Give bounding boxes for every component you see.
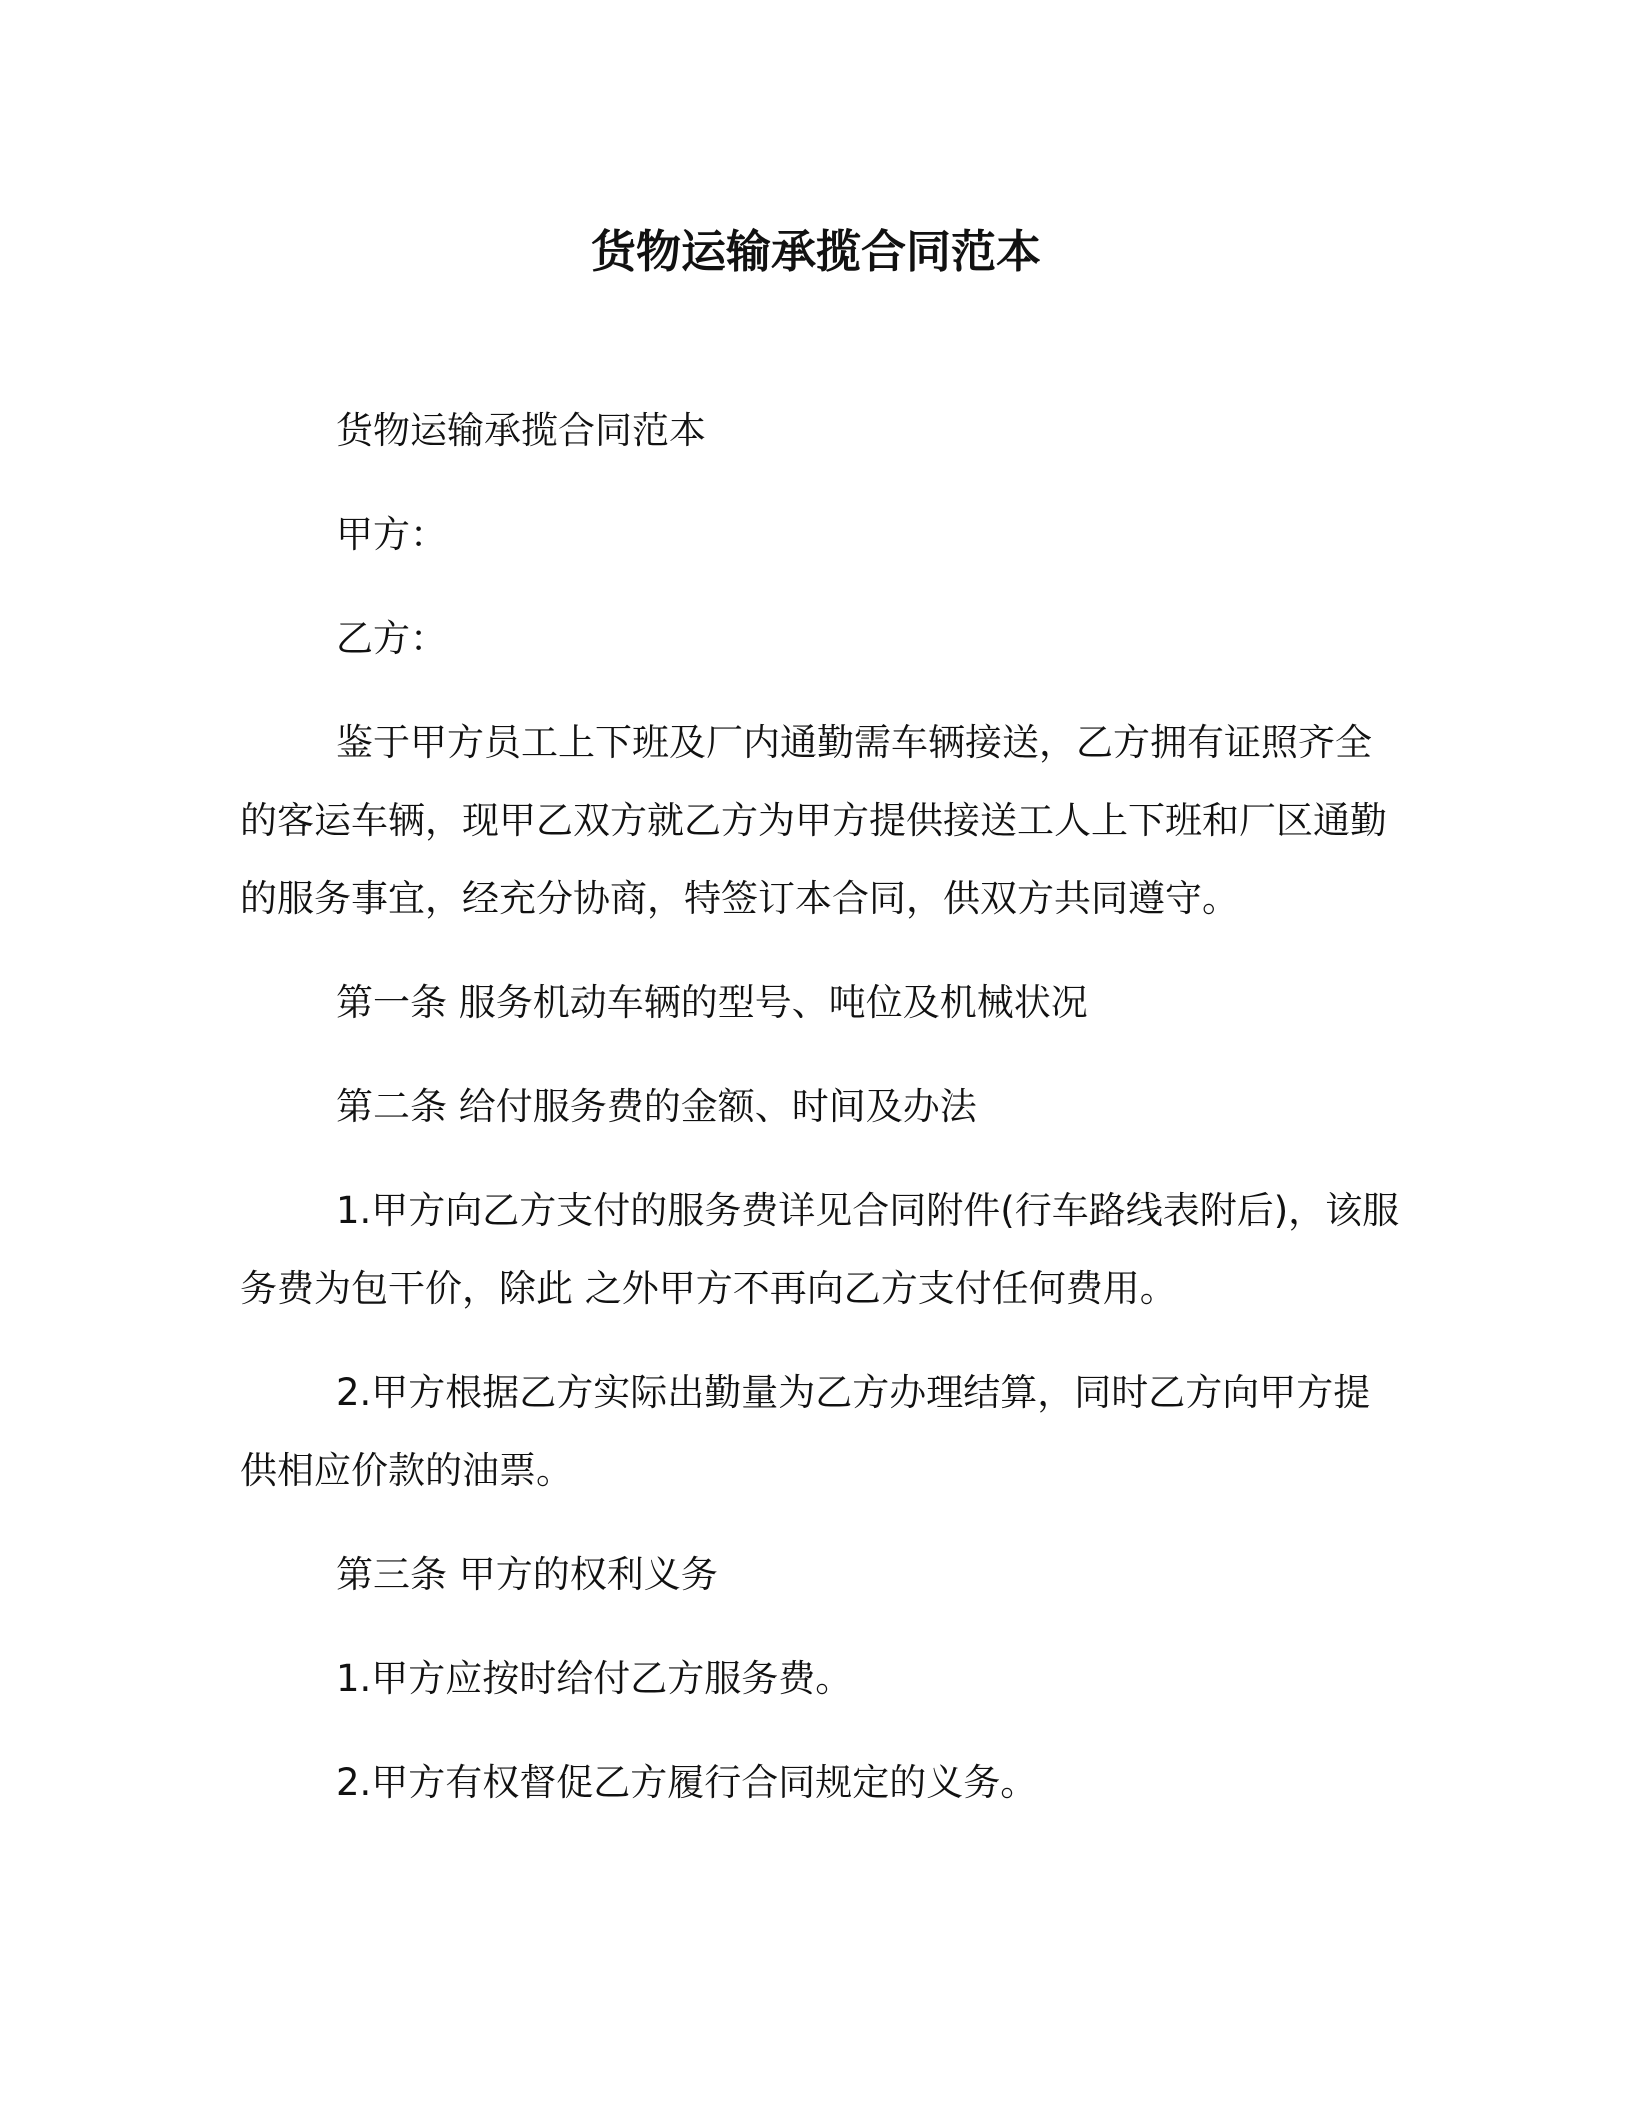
paragraph-article-3-item-2: 2.甲方有权督促乙方履行合同规定的义务。 (336, 1761, 1038, 1804)
paragraph-article-1: 第一条 服务机动车辆的型号、吨位及机械状况 (336, 981, 1088, 1024)
paragraph-article-2-item-1: 1.甲方向乙方支付的服务费详见合同附件(行车路线表附后)，该服务费为包干价，除此 之外甲方不再向乙方支付任何费用。 (240, 1189, 1400, 1310)
paragraph-article-3-item-1: 1.甲方应按时给付乙方服务费。 (336, 1657, 853, 1700)
paragraph-article-3: 第三条 甲方的权利义务 (336, 1553, 718, 1596)
paragraph-heading: 货物运输承揽合同范本 (336, 409, 706, 452)
document-title: 货物运输承揽合同范本 (590, 225, 1041, 278)
paragraph-article-2: 第二条 给付服务费的金额、时间及办法 (336, 1085, 977, 1128)
document-body (240, 392, 1400, 1848)
paragraph-party-a: 甲方： (336, 513, 447, 556)
paragraph-article-2-item-2: 2.甲方根据乙方实际出勤量为乙方办理结算，同时乙方向甲方提供相应价款的油票。 (240, 1371, 1371, 1492)
paragraph-preamble: 鉴于甲方员工上下班及厂内通勤需车辆接送，乙方拥有证照齐全的客运车辆，现甲乙双方就乙方为甲方提供接送工人上下班和厂区通勤的服务事宜，经充分协商，特签订本合同，供双方共同遵守。 (240, 721, 1387, 920)
paragraph-party-b: 乙方： (336, 617, 447, 660)
